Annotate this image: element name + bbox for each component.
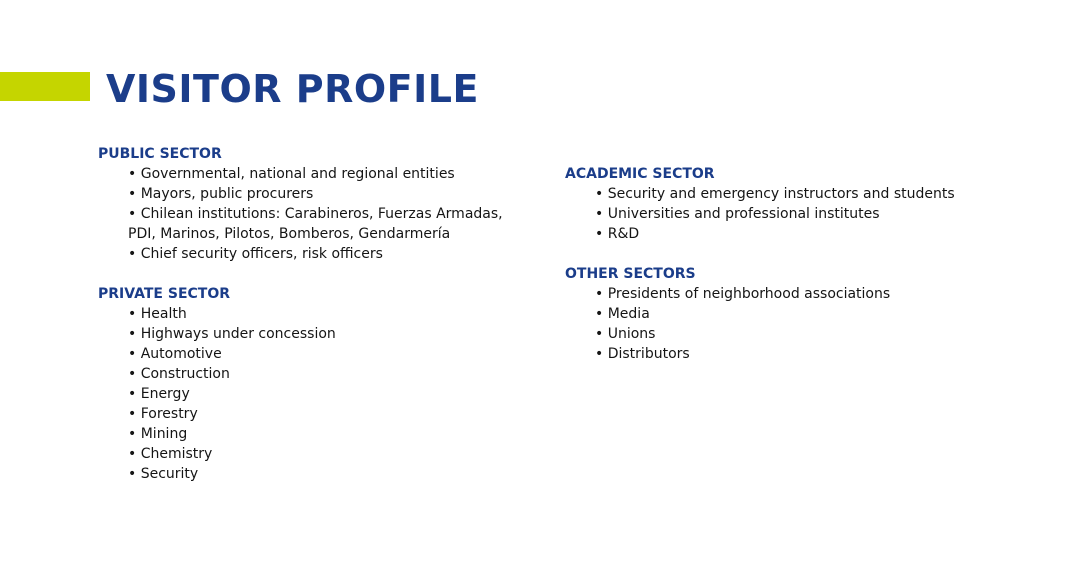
- other-sectors-section: [565, 264, 1005, 364]
- list-item: • Forestry: [128, 404, 528, 424]
- page-title: VISITOR PROFILE: [106, 67, 479, 111]
- academic-sector-title: ACADEMIC SECTOR: [565, 166, 715, 182]
- list-item: • Energy: [128, 384, 528, 404]
- list-item: • Mining: [128, 424, 528, 444]
- list-item: • Chemistry: [128, 444, 528, 464]
- academic-sector-section: [565, 164, 1005, 244]
- list-item: • Security and emergency instructors and students: [595, 184, 1005, 204]
- accent-bar: [0, 72, 90, 101]
- list-item: • Chief security officers, risk officers: [128, 244, 528, 264]
- list-item: • Media: [595, 304, 1005, 324]
- list-item: • Construction: [128, 364, 528, 384]
- list-item: • Highways under concession: [128, 324, 528, 344]
- list-item: • Presidents of neighborhood associations: [595, 284, 1005, 304]
- list-item: • Security: [128, 464, 528, 484]
- list-item: • Automotive: [128, 344, 528, 364]
- left-column: [98, 144, 528, 504]
- other-sectors-title: OTHER SECTORS: [565, 266, 696, 282]
- private-sector-list: [98, 304, 528, 484]
- academic-sector-list: [565, 184, 1005, 244]
- list-item: • Universities and professional institutes: [595, 204, 1005, 224]
- public-sector-list: [98, 164, 528, 264]
- public-sector-section: [98, 144, 528, 264]
- list-item: • Mayors, public procurers: [128, 184, 528, 204]
- public-sector-title: PUBLIC SECTOR: [98, 146, 222, 162]
- private-sector-title: PRIVATE SECTOR: [98, 286, 231, 302]
- private-sector-section: [98, 284, 528, 484]
- right-column: [565, 164, 1005, 384]
- list-item: • Unions: [595, 324, 1005, 344]
- other-sectors-list: [565, 284, 1005, 364]
- list-item: • R&D: [595, 224, 1005, 244]
- list-item: • Governmental, national and regional entities: [128, 164, 528, 184]
- list-item: • Distributors: [595, 344, 1005, 364]
- list-item: • Health: [128, 304, 528, 324]
- list-item: • Chilean institutions: Carabineros, Fuerzas Armadas, PDI, Marinos, Pilotos, Bomberos, Gendarmería: [128, 204, 518, 244]
